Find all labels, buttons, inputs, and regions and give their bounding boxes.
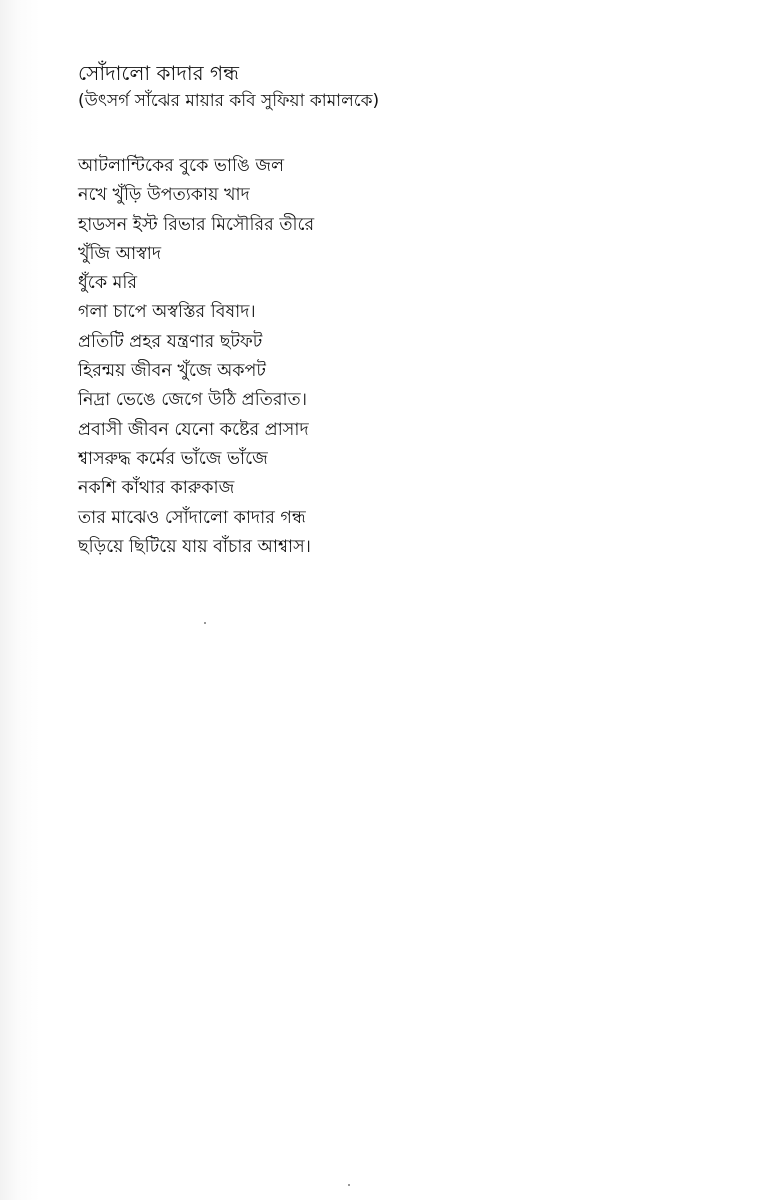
poem-line: হাডসন ইস্ট রিভার মিসৌরির তীরে xyxy=(78,214,315,235)
poem-line: নখে খুঁড়ি উপত্যকায় খাদ xyxy=(78,185,250,206)
poem-line: শ্বাসরুদ্ধ কর্মের ভাঁজে ভাঁজে xyxy=(78,448,268,469)
poem-line: হিরন্ময় জীবন খুঁজে অকপট xyxy=(78,361,266,382)
poem-line: গলা চাপে অস্বস্তির বিষাদ। xyxy=(78,302,256,323)
poem-line: আটলান্টিকের বুকে ভাঙি জল xyxy=(78,156,285,176)
poem-stanza xyxy=(78,152,718,562)
paper-speck xyxy=(204,622,206,624)
poem-line: খুঁজি আস্বাদ xyxy=(78,243,162,264)
poem xyxy=(78,58,718,562)
poem-line: নকশি কাঁথার কারুকাজ xyxy=(78,478,235,499)
poem-line: তার মাঝেও সোঁদালো কাদার গন্ধ xyxy=(78,507,306,528)
poem-line: ধুঁকে মরি xyxy=(78,273,137,294)
paper-speck xyxy=(348,1184,350,1186)
poem-line: ছড়িয়ে ছিটিয়ে যায় বাঁচার আশ্বাস। xyxy=(78,536,311,557)
poem-line: নিদ্রা ভেঙে জেগে উঠি প্রতিরাত। xyxy=(78,390,307,411)
poem-title: সোঁদালো কাদার গন্ধ xyxy=(78,61,239,85)
poem-dedication: (উৎসর্গ সাঁঝের মায়ার কবি সুফিয়া কামালকে) xyxy=(78,91,380,111)
poem-line: প্রতিটি প্রহর যন্ত্রণার ছটফট xyxy=(78,331,263,352)
poem-line: প্রবাসী জীবন যেনো কষ্টের প্রাসাদ xyxy=(78,419,309,440)
